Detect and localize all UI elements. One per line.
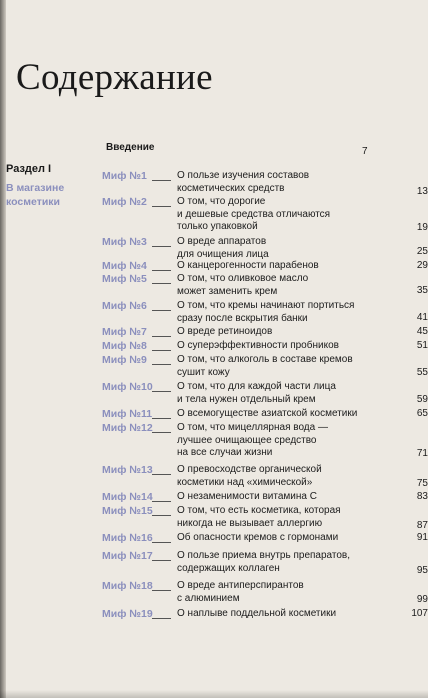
page-number: 59 [416,394,428,405]
leader-dash [152,515,171,516]
page-number: 51 [416,340,428,351]
page-number: 55 [416,367,428,378]
myth-label: Миф №12 [102,422,153,434]
page-title: Содержание [16,57,213,98]
page-number: 65 [416,408,428,419]
leader-dash [152,432,171,433]
myth-label: Миф №16 [102,532,153,544]
leader-dash [152,310,171,311]
myth-label: Миф №18 [102,580,153,592]
page-number: 99 [416,594,428,605]
page-number: 29 [416,260,428,271]
myth-label: Миф №10 [102,381,153,393]
myth-label: Миф №5 [102,273,147,285]
page-number: 19 [416,222,428,233]
myth-label: Миф №14 [102,491,153,503]
myth-label: Миф №2 [102,196,147,208]
leader-dash [152,391,171,392]
myth-title: О том, что мицеллярная вода — лучшее очищающее средство на все случаи жизни [177,422,328,458]
page-number: 41 [416,312,428,323]
page-number: 91 [416,532,428,543]
section-title: В магазине косметики [6,182,65,208]
myth-title: О канцерогенности парабенов [177,260,319,271]
page-number: 25 [416,246,428,257]
book-spine-shadow [0,0,6,698]
myth-title: О вреде антиперспирантов с алюминием [177,580,304,604]
leader-dash [152,474,171,475]
section-label: Раздел I [6,163,52,175]
page-number: 71 [416,448,428,459]
myth-label: Миф №15 [102,505,153,517]
myth-title: О том, что для каждой части лица и тела нужен отдельный крем [177,381,336,405]
myth-label: Миф №3 [102,236,147,248]
page-number: 45 [416,326,428,337]
myth-title: О превосходстве органической косметики над «химической» [177,464,322,488]
myth-title: Об опасности кремов с гормонами [177,532,339,543]
page-number: 75 [416,478,428,489]
leader-dash [152,590,171,591]
myth-label: Миф №19 [102,608,153,620]
myth-label: Миф №4 [102,260,147,272]
page-number: 35 [416,285,428,296]
myth-title: О вреде аппаратов для очищения лица [177,236,269,260]
myth-title: О пользе изучения составов косметических средств [177,170,310,194]
myth-title: О том, что есть косметика, которая никогда не вызывает аллергию [177,505,341,529]
myth-title: О пользе приема внутрь препаратов, содержащих коллаген [177,550,351,574]
intro-page-number: 7 [362,146,368,157]
myth-title: О незаменимости витамина С [177,491,317,502]
myth-label: Миф №8 [102,340,147,352]
leader-dash [152,180,171,181]
myth-title: О том, что алкоголь в составе кремов сушит кожу [177,354,353,378]
myth-title: О том, что дорогие и дешевые средства отличаются только упаковкой [177,196,331,232]
myth-title: О том, что кремы начинают портиться сразу после вскрытия банки [177,300,355,324]
myth-label: Миф №17 [102,550,153,562]
myth-label: Миф №7 [102,326,147,338]
myth-title: О том, что оливковое масло может заменить крем [177,273,309,297]
page-number: 87 [416,520,428,531]
myth-label: Миф №13 [102,464,153,476]
page-number: 107 [411,608,428,619]
leader-dash [152,206,171,207]
myth-label: Миф №6 [102,300,147,312]
myth-title: О суперэффективности пробников [177,340,339,351]
page-number: 13 [416,186,428,197]
page-bottom-shadow [0,690,428,698]
leader-dash [152,283,171,284]
leader-dash [152,560,171,561]
myth-title: О наплыве поддельной косметики [177,608,337,619]
page-number: 83 [416,491,428,502]
myth-label: Миф №11 [102,408,153,420]
leader-dash [152,364,171,365]
intro-label: Введение [106,142,155,153]
myth-title: О вреде ретиноидов [177,326,273,337]
myth-label: Миф №1 [102,170,147,182]
myth-label: Миф №9 [102,354,147,366]
myth-title: О всемогуществе азиатской косметики [177,408,358,419]
page-number: 95 [416,565,428,576]
